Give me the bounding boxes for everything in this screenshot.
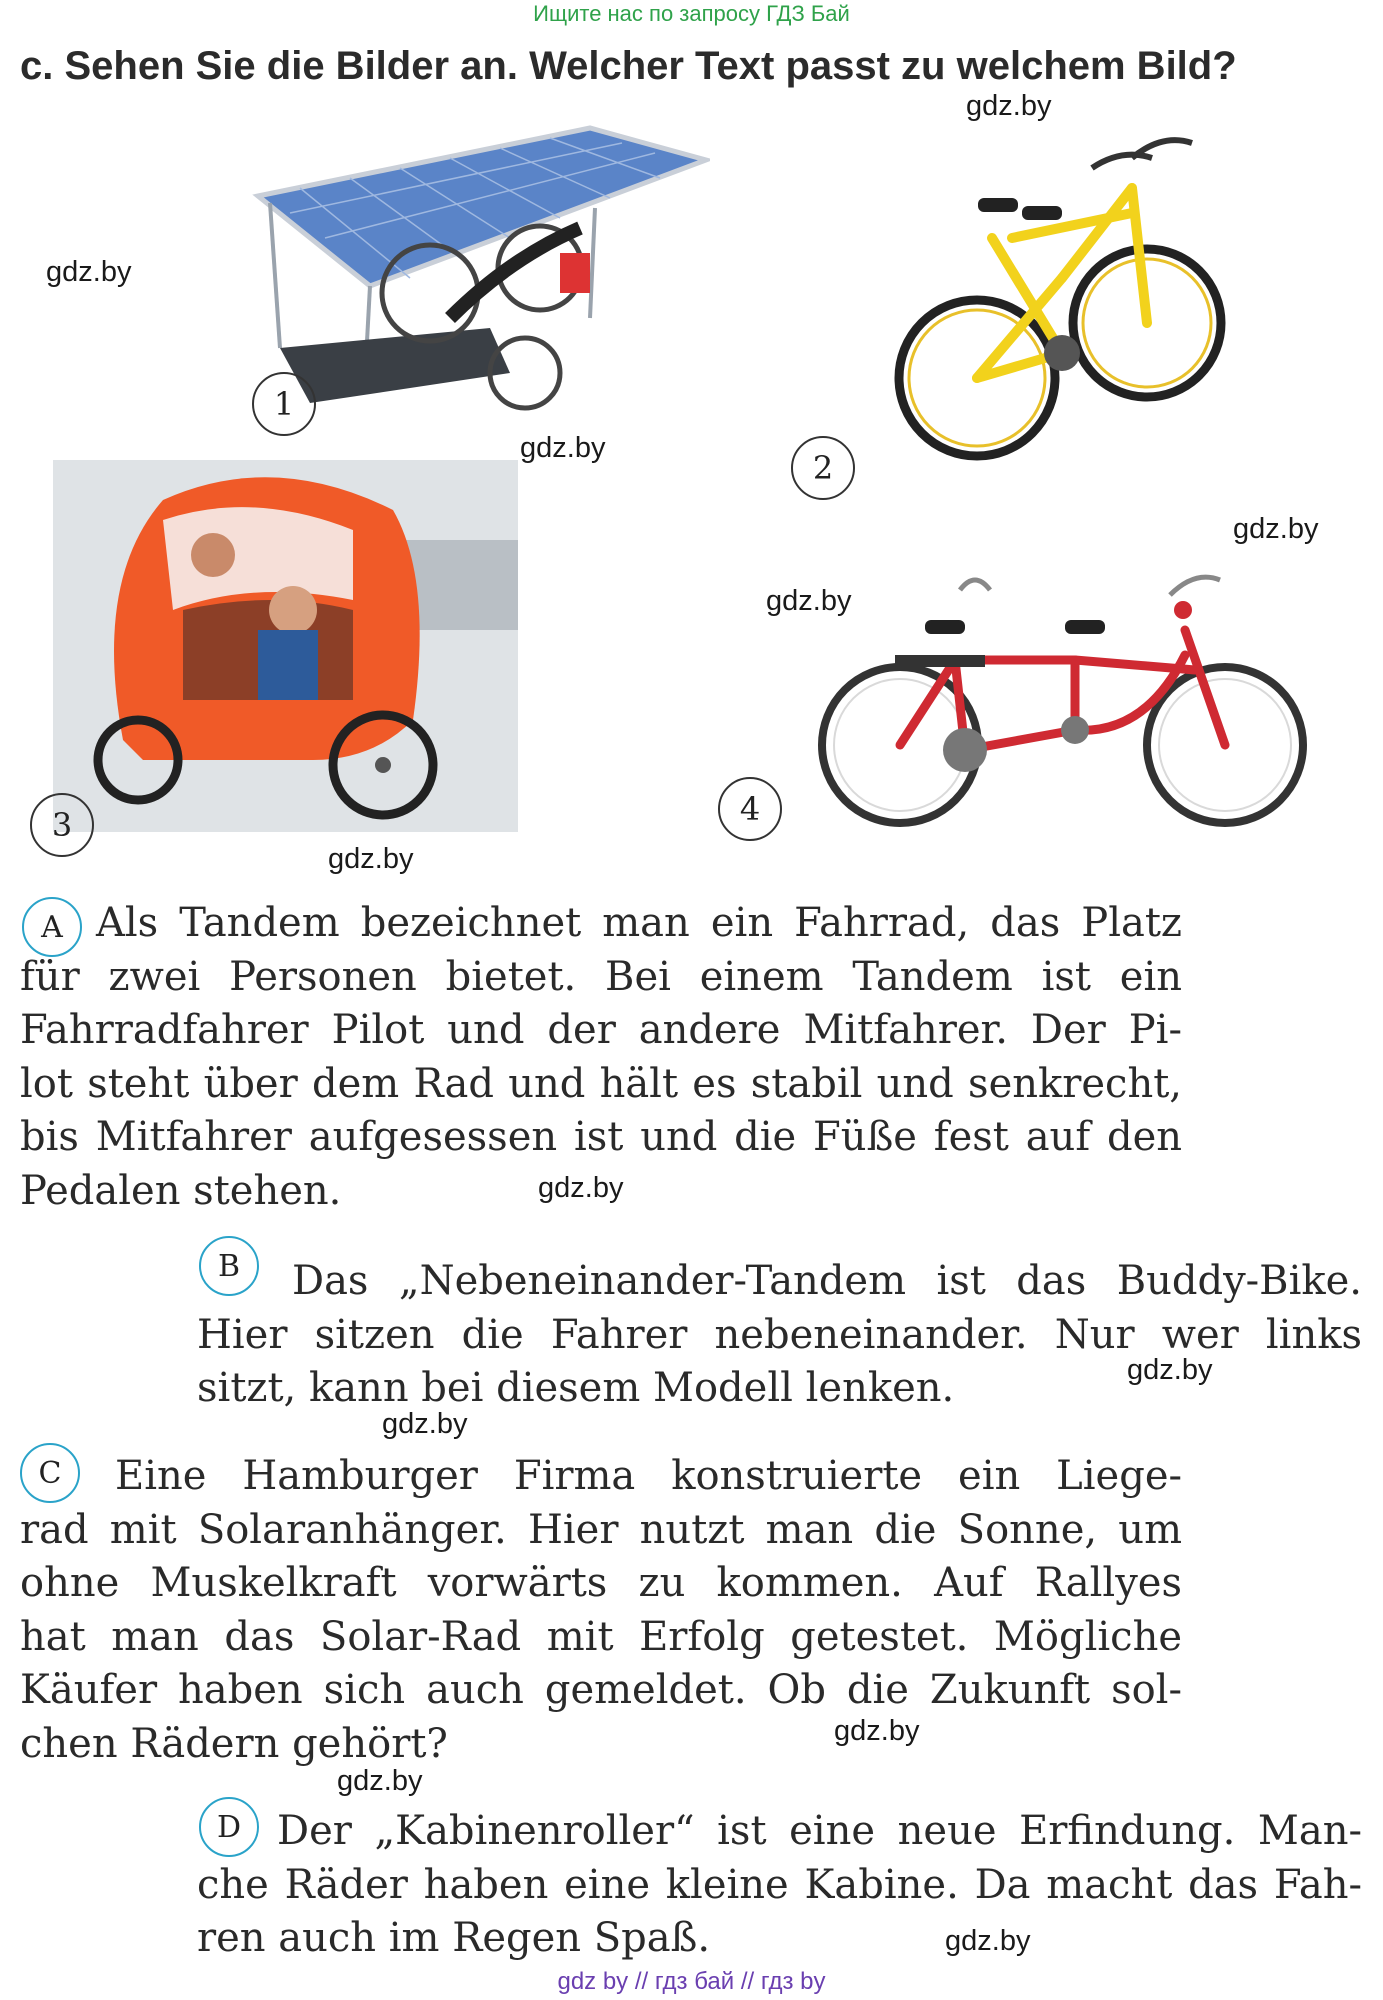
- text-a: [20, 897, 1182, 1218]
- text-c-line: hat man das Solar-Rad mit Erfolg getestet. Mögliche: [20, 1613, 1182, 1660]
- watermark: gdz.by: [337, 1765, 423, 1797]
- watermark: gdz.by: [945, 1925, 1031, 1957]
- text-c-line: Eine Hamburger Firma konstruierte ein Liege-: [115, 1453, 1182, 1499]
- watermark: gdz.by: [382, 1408, 468, 1440]
- text-b-line: Hier sitzen die Fahrer nebeneinander. Nur wer links: [197, 1311, 1362, 1358]
- search-banner: Ищите нас по запросу ГДЗ Бай: [533, 1, 850, 26]
- solar-recumbent-image: [250, 118, 710, 418]
- watermark: gdz.by: [520, 432, 606, 464]
- task-title: c. Sehen Sie die Bilder an. Welcher Text passt zu welchem Bild?: [20, 44, 1237, 88]
- text-d-line: ren auch im Regen Spaß.: [197, 1915, 711, 1961]
- text-d-line: che Räder haben eine kleine Kabine. Da macht das Fah-: [197, 1861, 1362, 1908]
- text-a-line: Pedalen stehen.: [20, 1167, 342, 1214]
- text-a-line: bis Mitfahrer aufgesessen ist und die Füße fest auf den: [20, 1114, 1182, 1160]
- letter-d-badge: D: [199, 1797, 259, 1857]
- letter-a-badge: A: [22, 897, 82, 957]
- buddy-bike-image: [892, 128, 1232, 468]
- figure-number-4: 4: [718, 777, 782, 841]
- watermark: gdz.by: [966, 90, 1052, 122]
- watermark: gdz.by: [766, 585, 852, 617]
- text-a-line: lot steht über dem Rad und hält es stabil und senkrecht,: [20, 1060, 1182, 1107]
- text-c-line: ohne Muskelkraft vorwärts zu kommen. Auf Rallyes: [20, 1560, 1182, 1606]
- watermark: gdz.by: [46, 256, 132, 288]
- figure-number-1: 1: [252, 372, 316, 436]
- text-d-line: Der „Kabinenroller“ ist eine neue Erfindung. Man-: [277, 1808, 1362, 1854]
- red-tandem-image: [815, 560, 1310, 830]
- watermark: gdz.by: [1127, 1354, 1213, 1386]
- watermark: gdz.by: [834, 1715, 920, 1747]
- watermark: gdz.by: [1233, 513, 1319, 545]
- figure-number-2: 2: [791, 436, 855, 500]
- text-c-line: rad mit Solaranhänger. Hier nutzt man die Sonne, um: [20, 1506, 1182, 1553]
- text-a-line: Als Tandem bezeichnet man ein Fahrrad, das Platz: [96, 900, 1182, 946]
- text-b: [197, 1255, 1362, 1416]
- cabin-scooter-image: [53, 460, 518, 832]
- text-b-line: Das „Nebeneinander-Tandem ist das Buddy-Bike.: [292, 1258, 1362, 1304]
- watermark: gdz.by: [538, 1172, 624, 1204]
- footer-links: gdz by // гдз бай // гдз by: [557, 1968, 826, 1995]
- letter-c-badge: C: [20, 1443, 80, 1503]
- watermark: gdz.by: [328, 843, 414, 875]
- text-c-line: Käufer haben sich auch gemeldet. Ob die Zukunft sol-: [20, 1667, 1182, 1713]
- text-d: [197, 1805, 1362, 1966]
- letter-b-badge: B: [199, 1236, 259, 1296]
- text-c-line: chen Rädern gehört?: [20, 1720, 448, 1767]
- text-c: [20, 1450, 1182, 1771]
- text-b-line: sitzt, kann bei diesem Modell lenken.: [197, 1365, 955, 1411]
- text-a-line: für zwei Personen bietet. Bei einem Tandem ist ein: [20, 953, 1182, 1000]
- figure-number-3: 3: [30, 793, 94, 857]
- text-a-line: Fahrradfahrer Pilot und der andere Mitfahrer. Der Pi-: [20, 1007, 1182, 1053]
